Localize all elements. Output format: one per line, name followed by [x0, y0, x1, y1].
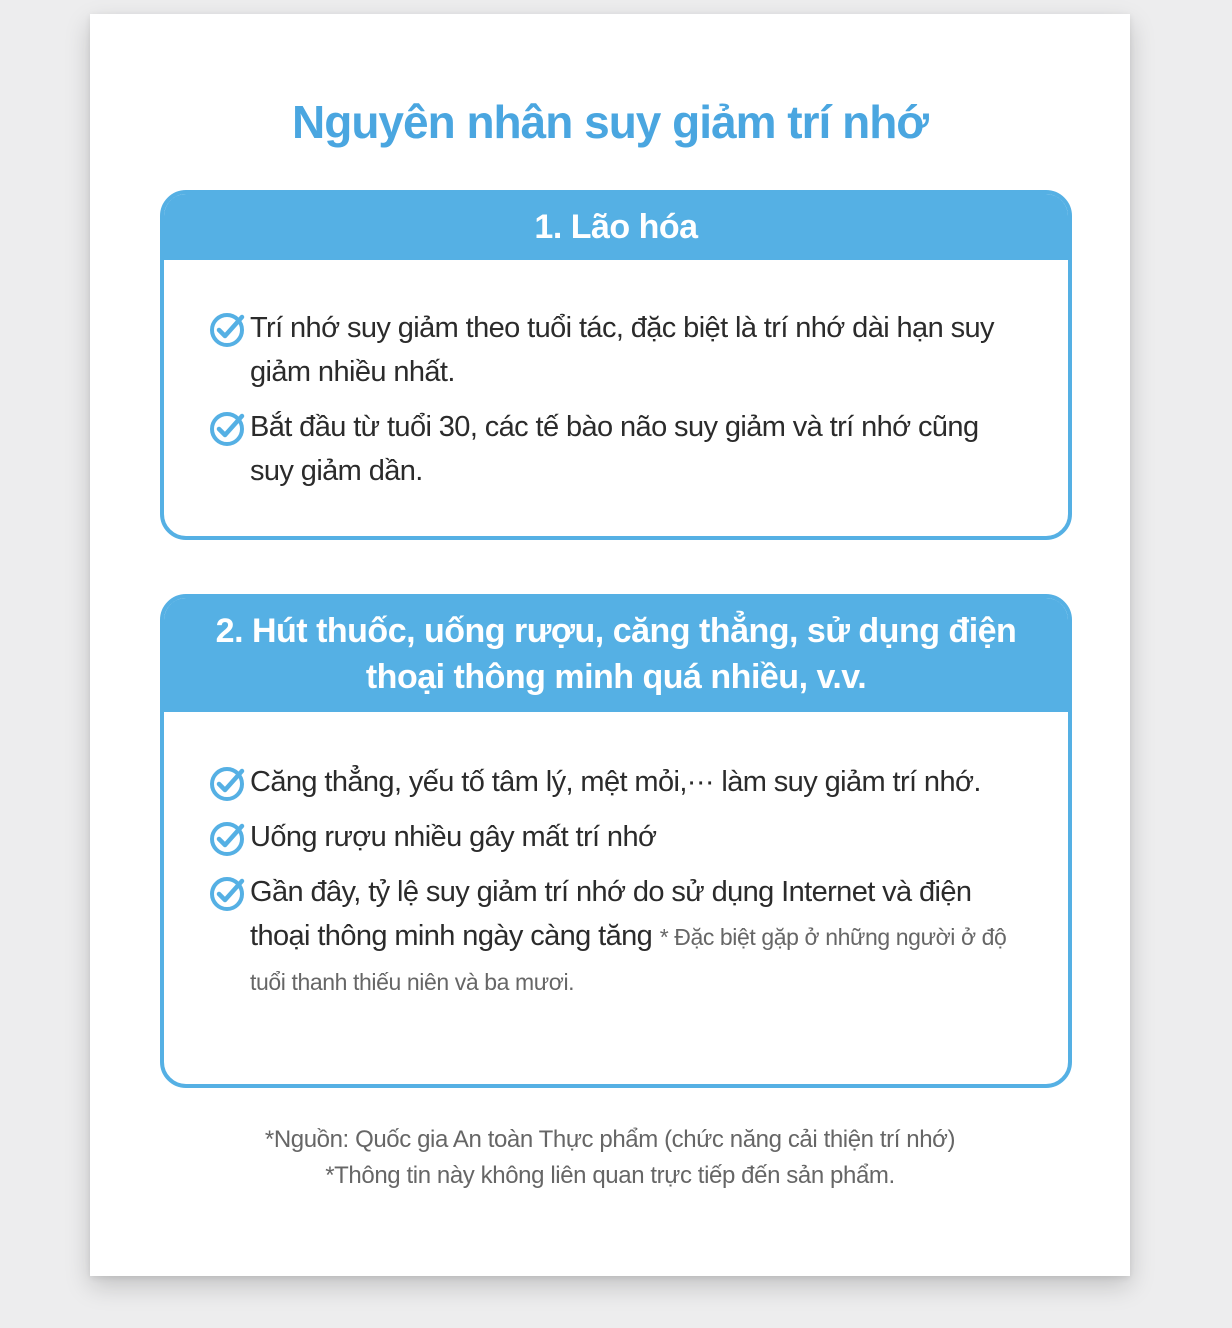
footnote-text: * Đặc biệt gặp ở những người ở độ tuổi thanh thiếu niên và ba mươi.	[250, 924, 1007, 995]
source-note: *Nguồn: Quốc gia An toàn Thực phẩm (chức năng cải thiện trí nhớ)	[264, 1126, 956, 1153]
section-body	[164, 260, 1068, 493]
check-circle-icon	[208, 410, 246, 448]
list-item	[208, 815, 1008, 859]
list-item-text: Trí nhớ suy giảm theo tuổi tác, đặc biệt là trí nhớ dài hạn suy giảm nhiều nhất.	[250, 312, 994, 388]
list-item-text: Uống rượu nhiều gây mất trí nhớ	[250, 821, 657, 853]
list-item	[208, 405, 1008, 493]
section-aging	[160, 190, 1072, 540]
check-circle-icon	[208, 765, 246, 803]
list-item-text: Căng thẳng, yếu tố tâm lý, mệt mỏi,··· làm suy giảm trí nhớ.	[250, 766, 981, 798]
list-item	[208, 870, 1008, 1004]
list-item	[208, 760, 1008, 804]
section-body	[164, 712, 1068, 1004]
list-item-text: Bắt đầu từ tuổi 30, các tế bào não suy giảm và trí nhớ cũng suy giảm dần.	[250, 411, 979, 487]
section-heading: 1. Lão hóa	[164, 194, 1068, 260]
section-lifestyle	[160, 594, 1072, 1088]
list-item-main-text: Gần đây, tỷ lệ suy giảm trí nhớ do sử dụng Internet và điện thoại thông minh ngày càng tăng	[250, 876, 972, 952]
check-circle-icon	[208, 875, 246, 913]
check-circle-icon	[208, 820, 246, 858]
page-title: Nguyên nhân suy giảm trí nhớ	[292, 96, 928, 148]
section-heading	[164, 598, 1068, 712]
list-item	[208, 306, 1008, 394]
section-heading-line: thoại thông minh quá nhiều, v.v.	[365, 658, 867, 696]
check-circle-icon	[208, 311, 246, 349]
disclaimer-note: *Thông tin này không liên quan trực tiếp đến sản phẩm.	[325, 1162, 895, 1189]
source-footer	[90, 1122, 1130, 1194]
list-item-text	[250, 870, 1008, 1004]
section-heading-line: 2. Hút thuốc, uống rượu, căng thẳng, sử dụng điện	[215, 612, 1017, 650]
